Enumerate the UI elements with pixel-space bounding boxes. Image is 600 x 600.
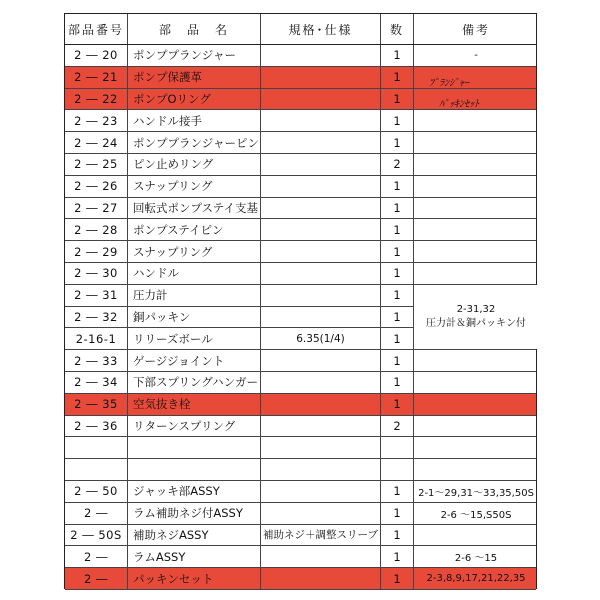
part-spec	[261, 416, 381, 437]
table-row	[65, 416, 536, 438]
table-row	[65, 459, 536, 481]
part-name	[128, 459, 261, 480]
part-spec	[261, 67, 381, 88]
part-qty: 1	[381, 350, 414, 371]
part-code: 2 ―	[65, 546, 128, 567]
part-spec	[261, 241, 381, 262]
table-row	[65, 45, 536, 67]
table-row	[65, 437, 536, 459]
part-code: 2 ― 33	[65, 350, 128, 371]
part-qty: 1	[381, 132, 414, 153]
part-qty: 1	[381, 568, 414, 589]
part-qty	[381, 459, 414, 480]
part-qty	[381, 437, 414, 458]
merged-note-line2: 圧力計＆銅パッキン付	[426, 318, 526, 330]
table-row	[65, 241, 536, 263]
part-spec	[261, 263, 381, 284]
part-qty: 1	[381, 176, 414, 197]
part-code: 2 ― 21	[65, 67, 128, 88]
table-row	[65, 372, 536, 394]
part-code: 2 ― 27	[65, 198, 128, 219]
part-name: ハンドル接手	[128, 110, 261, 131]
handwritten-note-line2: ﾊﾟｯｷﾝｾｯﾄ	[439, 99, 479, 110]
part-qty: 1	[381, 285, 414, 306]
parts-table	[64, 13, 537, 589]
part-code: 2 ― 30	[65, 263, 128, 284]
part-spec	[261, 219, 381, 240]
part-spec	[261, 437, 381, 458]
part-note	[414, 176, 538, 197]
part-spec	[261, 503, 381, 524]
part-qty: 1	[381, 263, 414, 284]
part-spec	[261, 132, 381, 153]
table-row	[65, 263, 536, 285]
part-spec	[261, 89, 381, 110]
part-code: 2 ― 26	[65, 176, 128, 197]
part-code	[65, 437, 128, 458]
part-note	[414, 198, 538, 219]
part-spec	[261, 176, 381, 197]
part-spec	[261, 198, 381, 219]
part-code: 2 ― 28	[65, 219, 128, 240]
part-name: ポンプステイピン	[128, 219, 261, 240]
part-spec	[261, 110, 381, 131]
part-qty: 1	[381, 241, 414, 262]
part-spec	[261, 154, 381, 175]
part-code: 2 ― 50	[65, 481, 128, 502]
part-note	[414, 416, 538, 437]
part-name: ラム補助ネジ付ASSY	[128, 503, 261, 524]
part-spec	[261, 568, 381, 589]
part-qty: 1	[381, 307, 414, 328]
part-qty: 1	[381, 546, 414, 567]
part-spec	[261, 546, 381, 567]
part-code: 2 ― 24	[65, 132, 128, 153]
part-note	[414, 525, 538, 546]
part-name: ジャッキ部ASSY	[128, 481, 261, 502]
part-note: 2-6 ～15,S50S	[440, 509, 512, 521]
table-row	[65, 198, 536, 220]
part-note	[414, 132, 538, 153]
table-row	[65, 525, 536, 547]
part-code: 2 ― 23	[65, 110, 128, 131]
table-row	[65, 176, 536, 198]
table-row	[65, 154, 536, 176]
part-qty: 1	[381, 110, 414, 131]
part-name: 下部スプリングハンガー	[128, 372, 261, 393]
part-name: スナップリング	[128, 176, 261, 197]
part-note	[414, 394, 538, 415]
table-row	[65, 132, 536, 154]
part-note	[414, 154, 538, 175]
part-code: 2 ― 36	[65, 416, 128, 437]
part-code: 2 ― 22	[65, 89, 128, 110]
part-code: 2 ― 31	[65, 285, 128, 306]
part-qty: 1	[381, 89, 414, 110]
part-code: 2-16-1	[65, 328, 128, 349]
part-code	[65, 459, 128, 480]
header-code: 部品番号	[65, 14, 128, 44]
part-name: パッキンセット	[128, 568, 261, 589]
table-row	[65, 546, 536, 568]
handwritten-note-line1: ﾌﾟﾗﾝｼﾞｬｰ	[429, 78, 469, 89]
part-name: 補助ネジASSY	[128, 525, 261, 546]
part-spec	[261, 45, 381, 66]
part-qty: 1	[381, 328, 414, 349]
part-note	[414, 110, 538, 131]
part-note	[414, 459, 538, 480]
part-note	[414, 241, 538, 262]
part-qty: 1	[381, 45, 414, 66]
part-name	[128, 437, 261, 458]
table-row	[65, 394, 536, 416]
part-qty: 1	[381, 219, 414, 240]
header-name: 部 品 名	[128, 14, 261, 44]
part-name: 圧力計	[128, 285, 261, 306]
part-note	[414, 437, 538, 458]
part-qty: 2	[381, 416, 414, 437]
part-name: ピン止めリング	[128, 154, 261, 175]
part-qty: 1	[381, 372, 414, 393]
part-note	[414, 263, 538, 284]
part-name: 回転式ポンプステイ支基	[128, 198, 261, 219]
part-qty: 1	[381, 394, 414, 415]
part-qty: 2	[381, 154, 414, 175]
part-code: 2 ― 29	[65, 241, 128, 262]
header-note: 備考	[461, 22, 490, 37]
part-note	[414, 372, 538, 393]
part-name: 銅パッキン	[128, 307, 261, 328]
part-spec	[261, 307, 381, 328]
part-code: 2 ― 50S	[65, 525, 128, 546]
part-spec	[261, 285, 381, 306]
header-qty: 数	[381, 14, 414, 44]
part-note: 2-6 ～15	[454, 553, 498, 565]
part-note: 2-3,8,9,17,21,22,35	[426, 573, 526, 585]
part-code: 2 ―	[65, 503, 128, 524]
part-spec: 6.35(1/4)	[261, 328, 381, 349]
part-name: ゲージジョイント	[128, 350, 261, 371]
part-code: 2 ―	[65, 568, 128, 589]
part-name: ポンプ保護革	[128, 67, 261, 88]
part-name: 空気抜き栓	[128, 394, 261, 415]
part-name: ポンププランジャーピン	[128, 132, 261, 153]
part-code: 2 ― 35	[65, 394, 128, 415]
part-code: 2 ― 34	[65, 372, 128, 393]
header-spec: 規格･仕様	[261, 14, 381, 44]
part-spec	[261, 481, 381, 502]
table-row	[65, 350, 536, 372]
table-row	[65, 110, 536, 132]
part-name: ハンドル	[128, 263, 261, 284]
part-name: スナップリング	[128, 241, 261, 262]
part-spec	[261, 459, 381, 480]
part-qty: 1	[381, 481, 414, 502]
table-row	[65, 219, 536, 241]
merged-note-cell	[414, 285, 538, 349]
part-qty: 1	[381, 503, 414, 524]
merged-note-line1: 2-31,32	[456, 304, 496, 316]
part-name: リリーズボール	[128, 328, 261, 349]
part-spec	[261, 372, 381, 393]
part-code: 2 ― 25	[65, 154, 128, 175]
part-qty: 1	[381, 525, 414, 546]
part-spec	[261, 394, 381, 415]
part-spec: 補助ネジ＋調整スリーブ	[261, 525, 381, 546]
part-name: ポンプOリング	[128, 89, 261, 110]
table-row	[65, 481, 536, 503]
table-row	[65, 568, 536, 590]
part-code: 2 ― 20	[65, 45, 128, 66]
part-note	[414, 350, 538, 371]
part-code: 2 ― 32	[65, 307, 128, 328]
part-note: -	[474, 49, 478, 61]
part-qty: 1	[381, 198, 414, 219]
part-name: ポンププランジャー	[128, 45, 261, 66]
part-name: リターンスプリング	[128, 416, 261, 437]
table-header	[65, 14, 536, 45]
part-note: 2-1～29,31～33,35,50S	[418, 487, 534, 499]
part-qty: 1	[381, 67, 414, 88]
table-row	[65, 503, 536, 525]
part-note	[414, 219, 538, 240]
part-spec	[261, 350, 381, 371]
part-name: ラムASSY	[128, 546, 261, 567]
